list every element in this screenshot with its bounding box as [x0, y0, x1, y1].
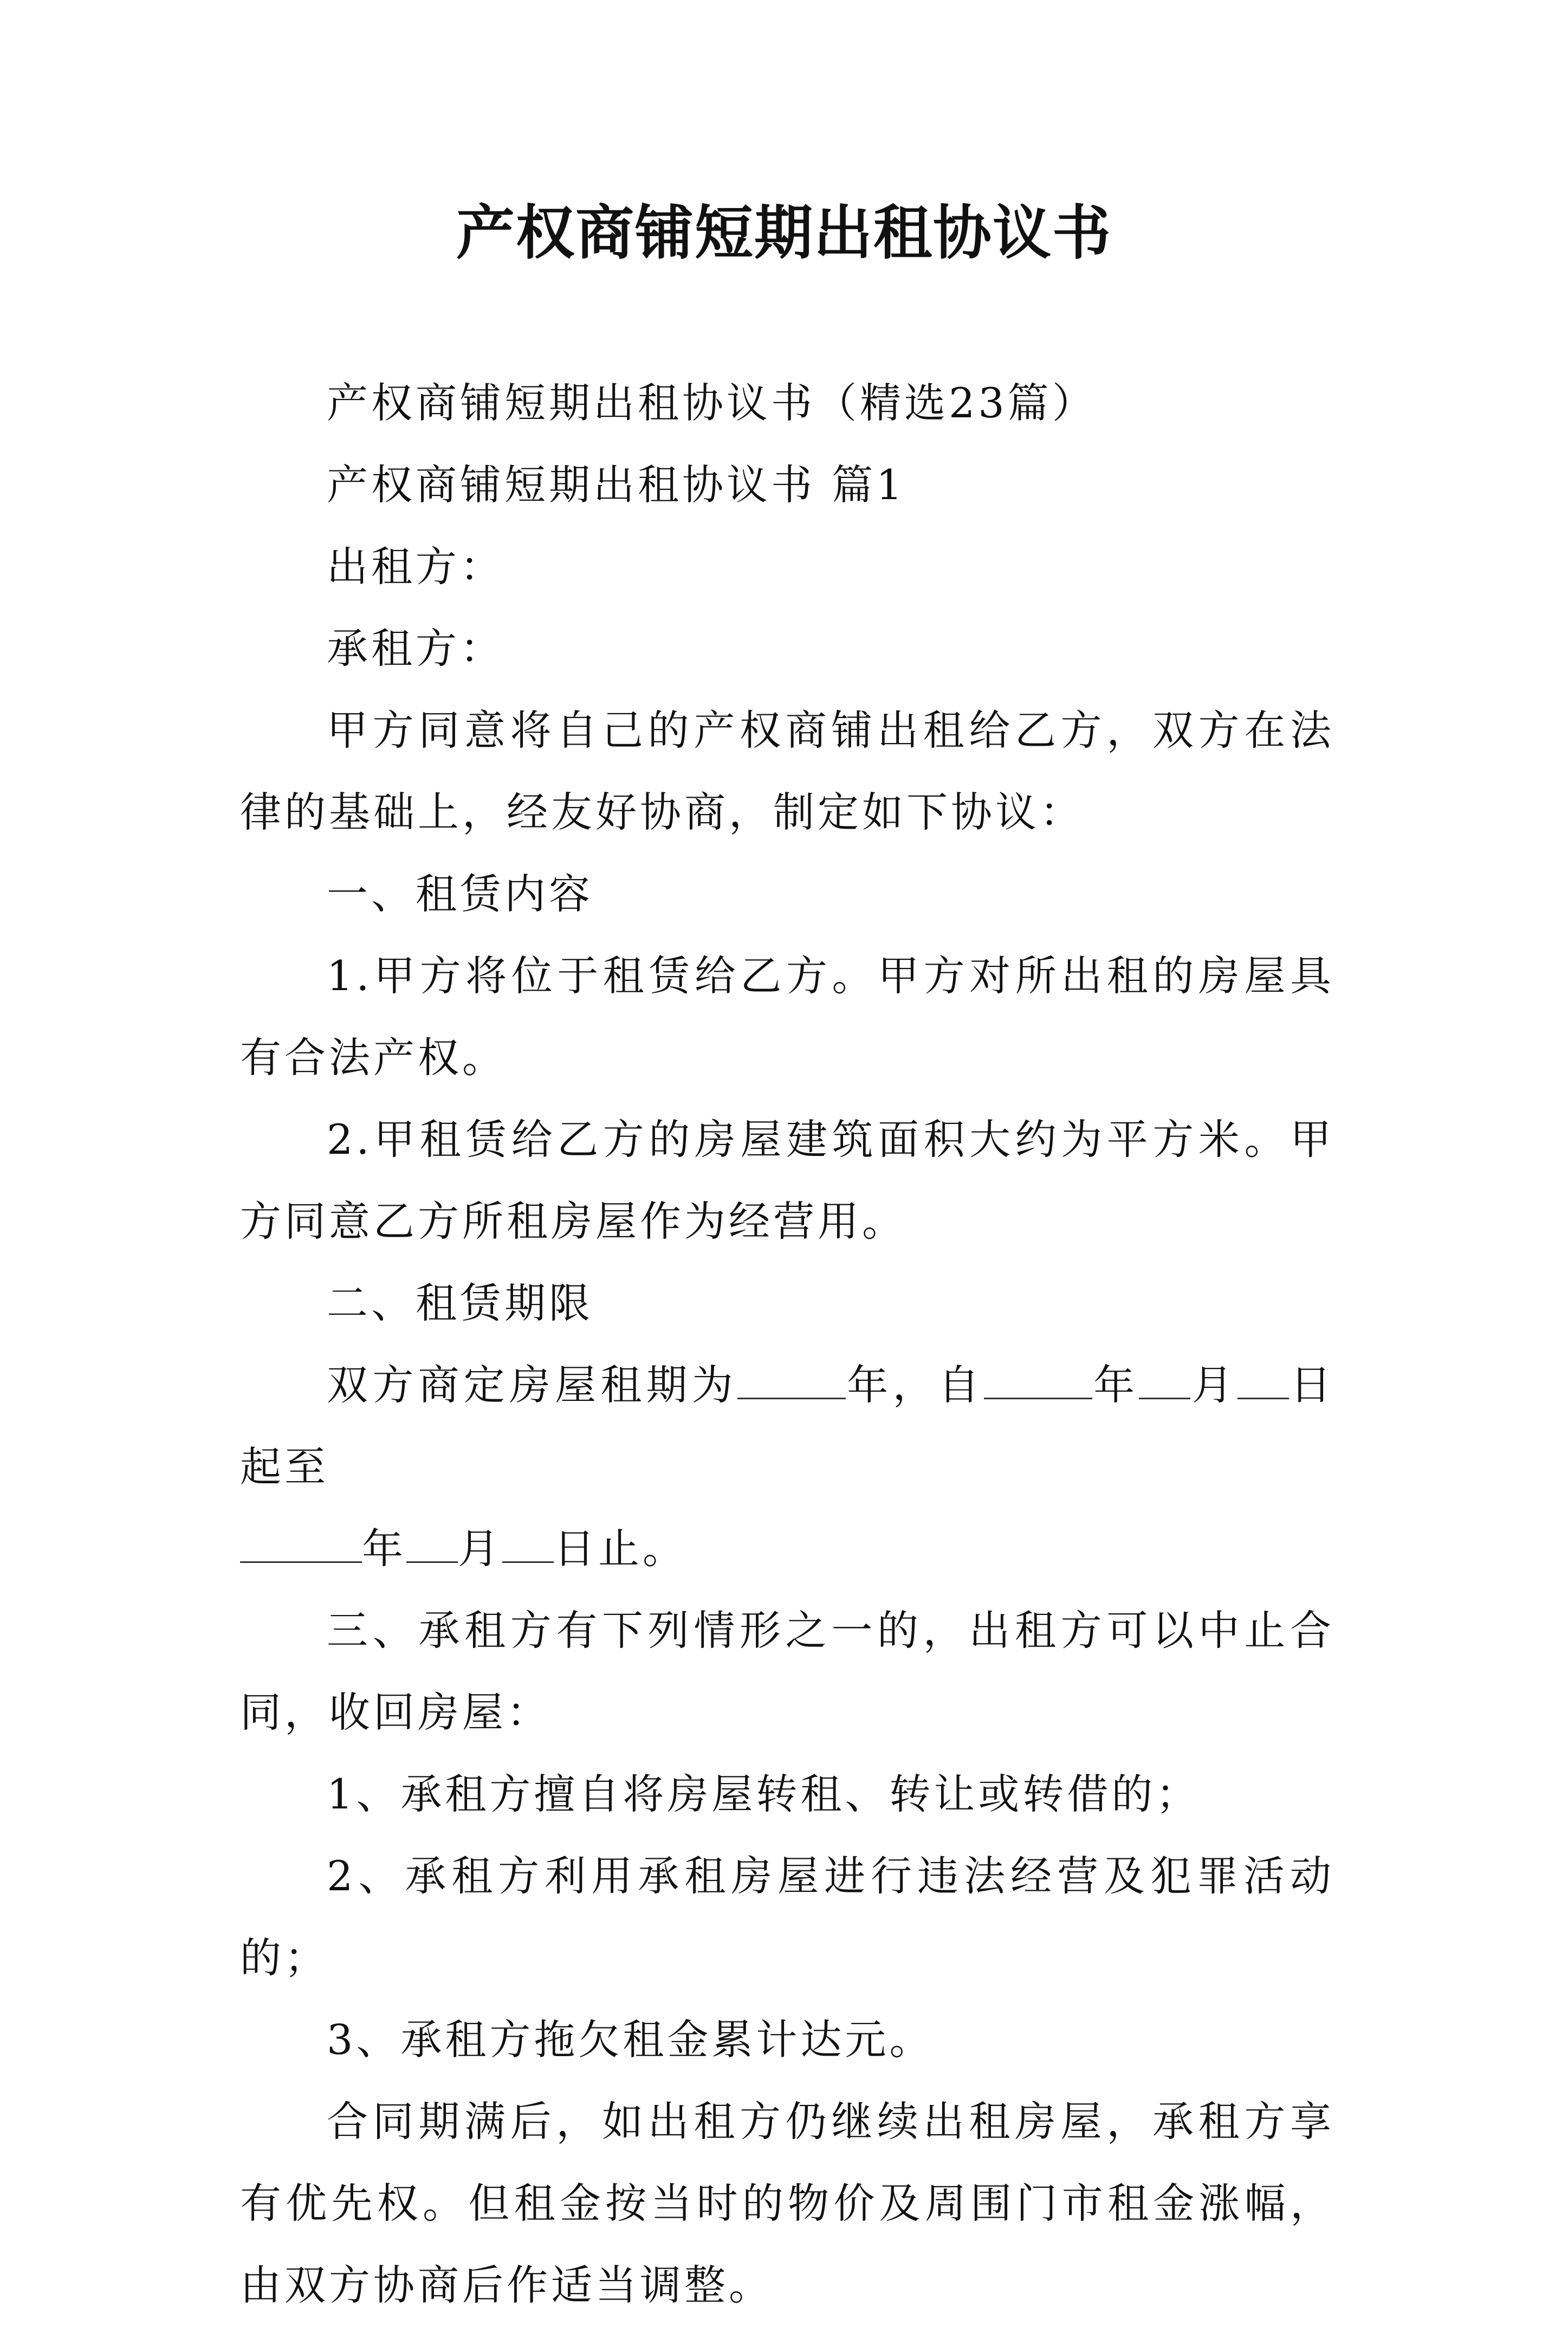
paragraph-lessee: 承租方：	[327, 624, 504, 673]
term-text-5: 日起至	[240, 1361, 1335, 1491]
paragraph-item-1: 1.甲方将位于租赁给乙方。甲方对所出租的房屋具有合法产权。	[240, 952, 1334, 1082]
paragraph-heading-2: 二、租赁期限	[327, 1279, 593, 1327]
paragraph-renewal: 合同期满后，如出租方仍继续出租房屋，承租方享有优先权。但租金按当时的物价及周围门市租金涨幅，由双方协商后作适当调整。	[240, 2097, 1334, 2309]
term-text-2: 年，自	[846, 1361, 984, 1409]
paragraph-case-1: 1、承租方擅自将房屋转租、转让或转借的；	[327, 1770, 1201, 1818]
paragraph-term-clause-cont	[240, 1508, 1334, 1590]
term-text-7: 月	[458, 1524, 502, 1573]
blank-end-day	[502, 1529, 554, 1563]
blank-end-year	[240, 1529, 362, 1563]
paragraph-term-clause	[240, 1344, 1334, 1508]
blank-end-month	[406, 1529, 458, 1563]
blank-start-month	[1139, 1365, 1190, 1399]
blank-years	[737, 1365, 846, 1399]
term-text-4: 月	[1190, 1361, 1237, 1409]
paragraph-heading-1: 一、租赁内容	[327, 870, 593, 918]
term-text-3: 年	[1092, 1361, 1139, 1409]
term-text-8: 日止。	[554, 1524, 687, 1573]
blank-start-year	[984, 1365, 1092, 1399]
paragraph-case-3: 3、承租方拖欠租金累计达元。	[327, 2015, 934, 2064]
paragraph-subtitle: 产权商铺短期出租协议书（精选23篇）	[327, 379, 1097, 427]
paragraph-case-2: 2、承租方利用承租房屋进行违法经营及犯罪活动的；	[240, 1852, 1334, 1982]
paragraph-intro: 甲方同意将自己的产权商铺出租给乙方，双方在法律的基础上，经友好协商，制定如下协议：	[240, 706, 1334, 836]
document-title: 产权商铺短期出租协议书	[456, 199, 1112, 267]
document-body	[240, 362, 1334, 2326]
paragraph-lessor: 出租方：	[327, 542, 504, 591]
term-text-1: 双方商定房屋租期为	[327, 1361, 737, 1409]
term-text-6: 年	[362, 1524, 406, 1573]
paragraph-item-2: 2.甲租赁给乙方的房屋建筑面积大约为平方米。甲方同意乙方所租房屋作为经营用。	[240, 1115, 1334, 1245]
paragraph-heading-3: 三、承租方有下列情形之一的，出租方可以中止合同，收回房屋：	[240, 1606, 1334, 1736]
blank-start-day	[1237, 1365, 1289, 1399]
paragraph-section-heading: 产权商铺短期出租协议书 篇1	[327, 461, 906, 509]
